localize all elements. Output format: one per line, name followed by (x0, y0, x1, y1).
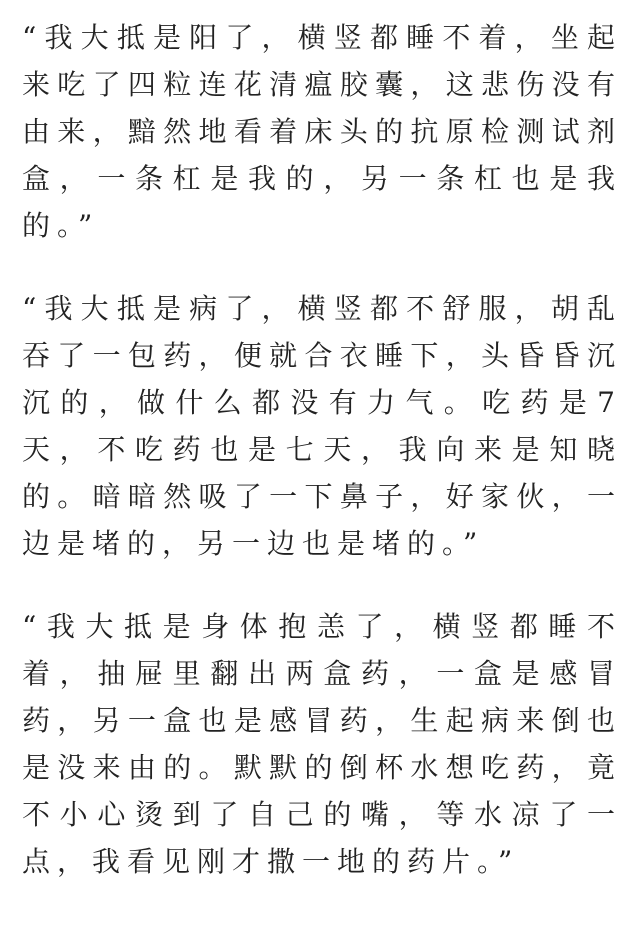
paragraph-3: “我大抵是身体抱恙了，横竖都睡不着，抽屉里翻出两盒药，一盒是感冒药，另一盒也是感冒药，生起病来倒也是没来由的。默默的倒杯水想吃药，竟不小心烫到了自己的嘴，等水凉了一点，我看见刚才撒一地的药片。” (22, 610, 622, 878)
paragraph-1: “我大抵是阳了，横竖都睡不着，坐起来吃了四粒连花清瘟胶囊，这悲伤没有由来，黯然地看着床头的抗原检测试剂盒，一条杠是我的，另一条杠也是我的。” (22, 21, 622, 242)
paragraph-2: “我大抵是病了，横竖都不舒服，胡乱吞了一包药，便就合衣睡下，头昏昏沉沉的，做什么都没有力气。吃药是7天，不吃药也是七天，我向来是知晓的。暗暗然吸了一下鼻子，好家伙，一边是堵的，另一边也是堵的。” (22, 292, 622, 560)
